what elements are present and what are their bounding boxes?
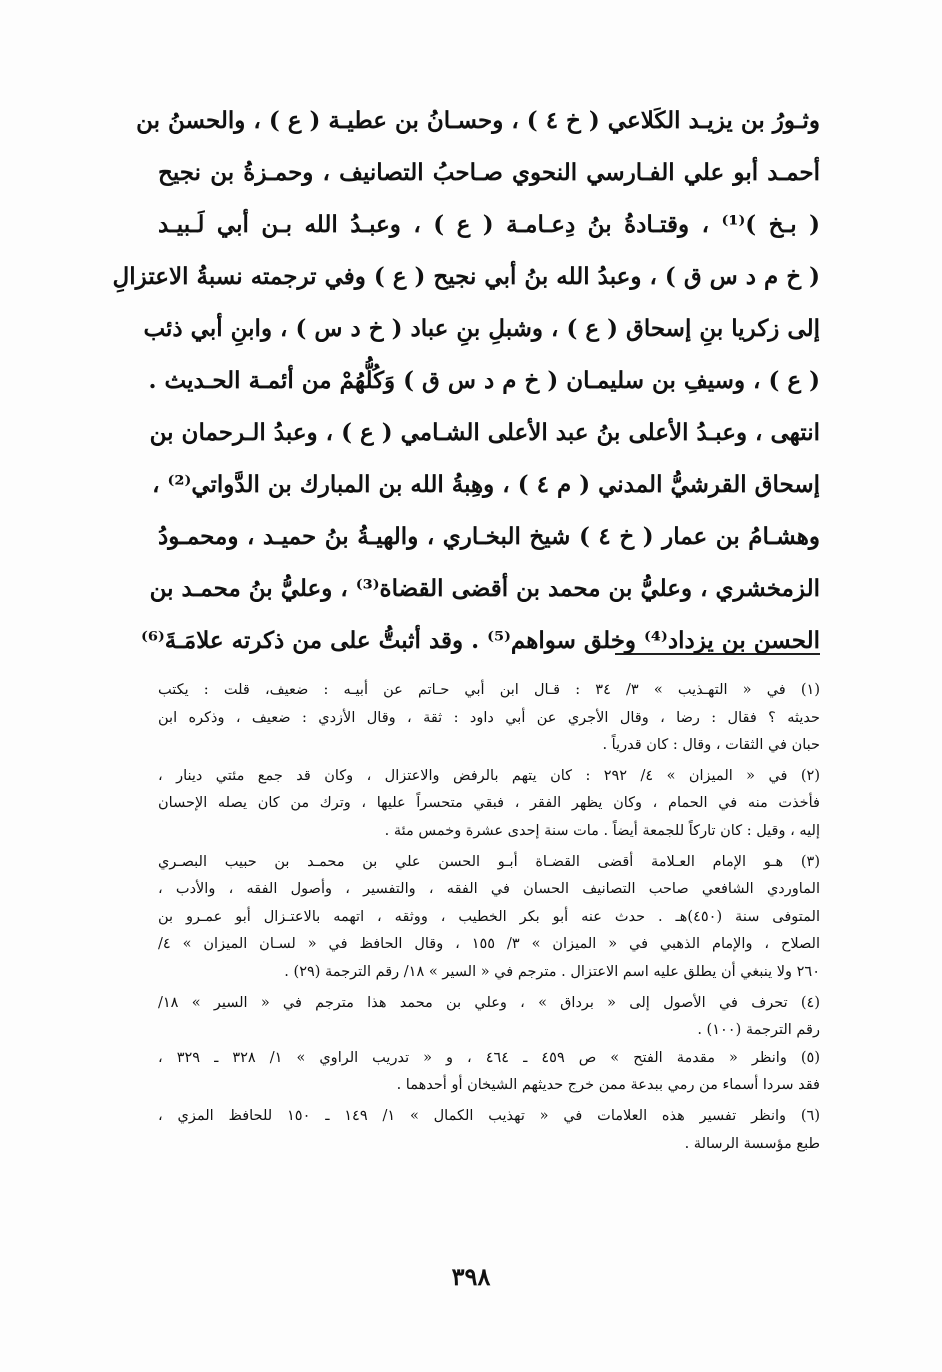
main-text-line: أحمـد أبو علي الفـارسي النحوي صـاحبُ التصانيف ، وحمـزةُ بن نجيح <box>158 159 820 186</box>
main-text-line: انتهى ، وعبـدُ الأعلى بنُ عبد الأعلى الشـامي ( ع ) ، وعبدُ الـرحمان بن <box>149 419 820 446</box>
main-text-line: وهشـامُ بن عمار ( خ ٤ ) شيخ البخـاري ، والهيـةُ بنُ حميـد ، ومحمـودُ <box>158 523 820 550</box>
main-text-line: إلى زكريا بنِ إسحاق ( ع ) ، وشبلِ بنِ عباد ( خ د س ) ، وابنِ أبي ذئب <box>143 315 820 342</box>
footnotes <box>158 677 820 1158</box>
footnote-6-line: (٦) وانظر تفسير هذه العلامات في « تهذيب الكمال » ١/ ١٤٩ ـ ١٥٠ للحافظ المزي ، <box>158 1107 820 1124</box>
main-text-line: ( خ م د س ق ) ، وعبدُ الله بنُ أبي نجيح ( ع ) وفي ترجمته نسبةُ الاعتزالِ <box>112 263 820 290</box>
footnote-1-line: حبان في الثقات ، وقال : كان قدرياً . <box>602 737 820 754</box>
footnote-3-line: (٣) هـو الإمام العـلامة أقضى القضـاة أبـو الحسن علي بن محمـد بن حبيب البصـري <box>158 853 820 870</box>
main-text-line: إسحاق القرشيُّ المدني ( م ٤ ) ، وهِبةُ الله بن المبارك بن الدَّواتي⁽²⁾ ، <box>152 471 820 498</box>
footnote-1-line: حديثه ؟ فقال : رضا ، وقال الأجري عن أبي داود : ثقة ، وقال الأزدي : ضعيف ، وذكره ابن <box>158 709 820 726</box>
footnote-separator <box>615 653 820 655</box>
main-text-line: وثـورُ بن يزيـد الكَلاعي ( خ ٤ ) ، وحسـانُ بن عطيـة ( ع ) ، والحسنُ بن <box>136 107 820 134</box>
footnote-3-line: المتوفى سنة (٤٥٠)هـ . حدث عنه أبو بكر الخطيب ، ووثقه ، اتهمه بالاعتـزال أبو عمـرو بن <box>158 908 820 925</box>
footnote-4-line: (٤) تحرف في الأصول إلى « برداق » ، وعلي بن محمد هذا مترجم في « السير » ١٨/ <box>158 994 820 1011</box>
footnote-3-line: الصلاح ، والإمام الذهبي في « الميزان » ٣/ ١٥٥ ، وقال الحافظ في « لسـان الميزان » ٤/ <box>158 936 821 953</box>
footnote-2-line: إليه ، وقيل : كان تاركاً للجمعة أيضاً . مات سنة إحدى عشرة وخمس مئة . <box>384 822 820 839</box>
main-text-line: ( بـخ )⁽¹⁾ ، وقتـادةُ بنُ دِعـامـة ( ع ) ، وعبـدُ الله بـن أبي لَـبيـد <box>158 211 820 238</box>
main-text-line: الحسن بن يزداد⁽⁴⁾ وخلق سواهم⁽⁵⁾ . وقد أثبتُّ على من ذكرته علامَـةَ⁽⁶⁾ <box>141 627 820 654</box>
footnote-4-line: رقم الترجمة (١٠٠) . <box>697 1022 820 1039</box>
footnote-5-line: (٥) وانظر « مقدمة الفتح » ص ٤٥٩ ـ ٤٦٤ ، و « تدريب الراوي » ١/ ٣٢٨ ـ ٣٢٩ ، <box>158 1049 820 1066</box>
page-number: ٣٩٨ <box>451 1262 491 1291</box>
footnote-6-line: طبع مؤسسة الرسالة . <box>684 1135 820 1152</box>
main-text <box>112 95 820 667</box>
footnote-3-line: الماوردي الشافعي صاحب التصانيف الحسان في الفقه ، والتفسير ، وأصول الفقه ، والأدب ، <box>158 881 820 898</box>
main-text-line: الزمخشري ، وعليُّ بن محمد بن أقضى القضاة⁽³⁾ ، وعليُّ بنُ محمـد بن <box>149 575 820 602</box>
footnote-5-line: فقد سردا أسماء من رمي ببدعة ممن خرج حديثهم الشيخان أو أحدهما . <box>396 1077 820 1094</box>
footnote-2-line: (٢) في « الميزان » ٤/ ٢٩٢ : كان يتهم بالرفض والاعتزال ، وكان قد جمع مئتي دينار ، <box>158 767 820 784</box>
footnote-2-line: فأخذت منه في الحمام ، وكان يظهر الفقر ، فبقي متحسراً عليها ، وترك من كان يصله الإحسان <box>158 795 820 812</box>
main-text-line: ( ع ) ، وسيفِ بن سليمـان ( خ م د س ق ) وَكُلُّهُمْ من أئمـة الحـديث . <box>148 367 820 394</box>
footnote-3-line: ٢٦٠ ولا ينبغي أن يطلق عليه اسم الاعتزال . مترجم في « السير » ١٨/ رقم الترجمة (٢٩) . <box>284 963 820 980</box>
footnote-1-line: (١) في « التهـذيب » ٣/ ٣٤ : قـال ابن أبي حـاتم عن أبيـه : ضعيف، قلت : يكتب <box>158 682 820 698</box>
